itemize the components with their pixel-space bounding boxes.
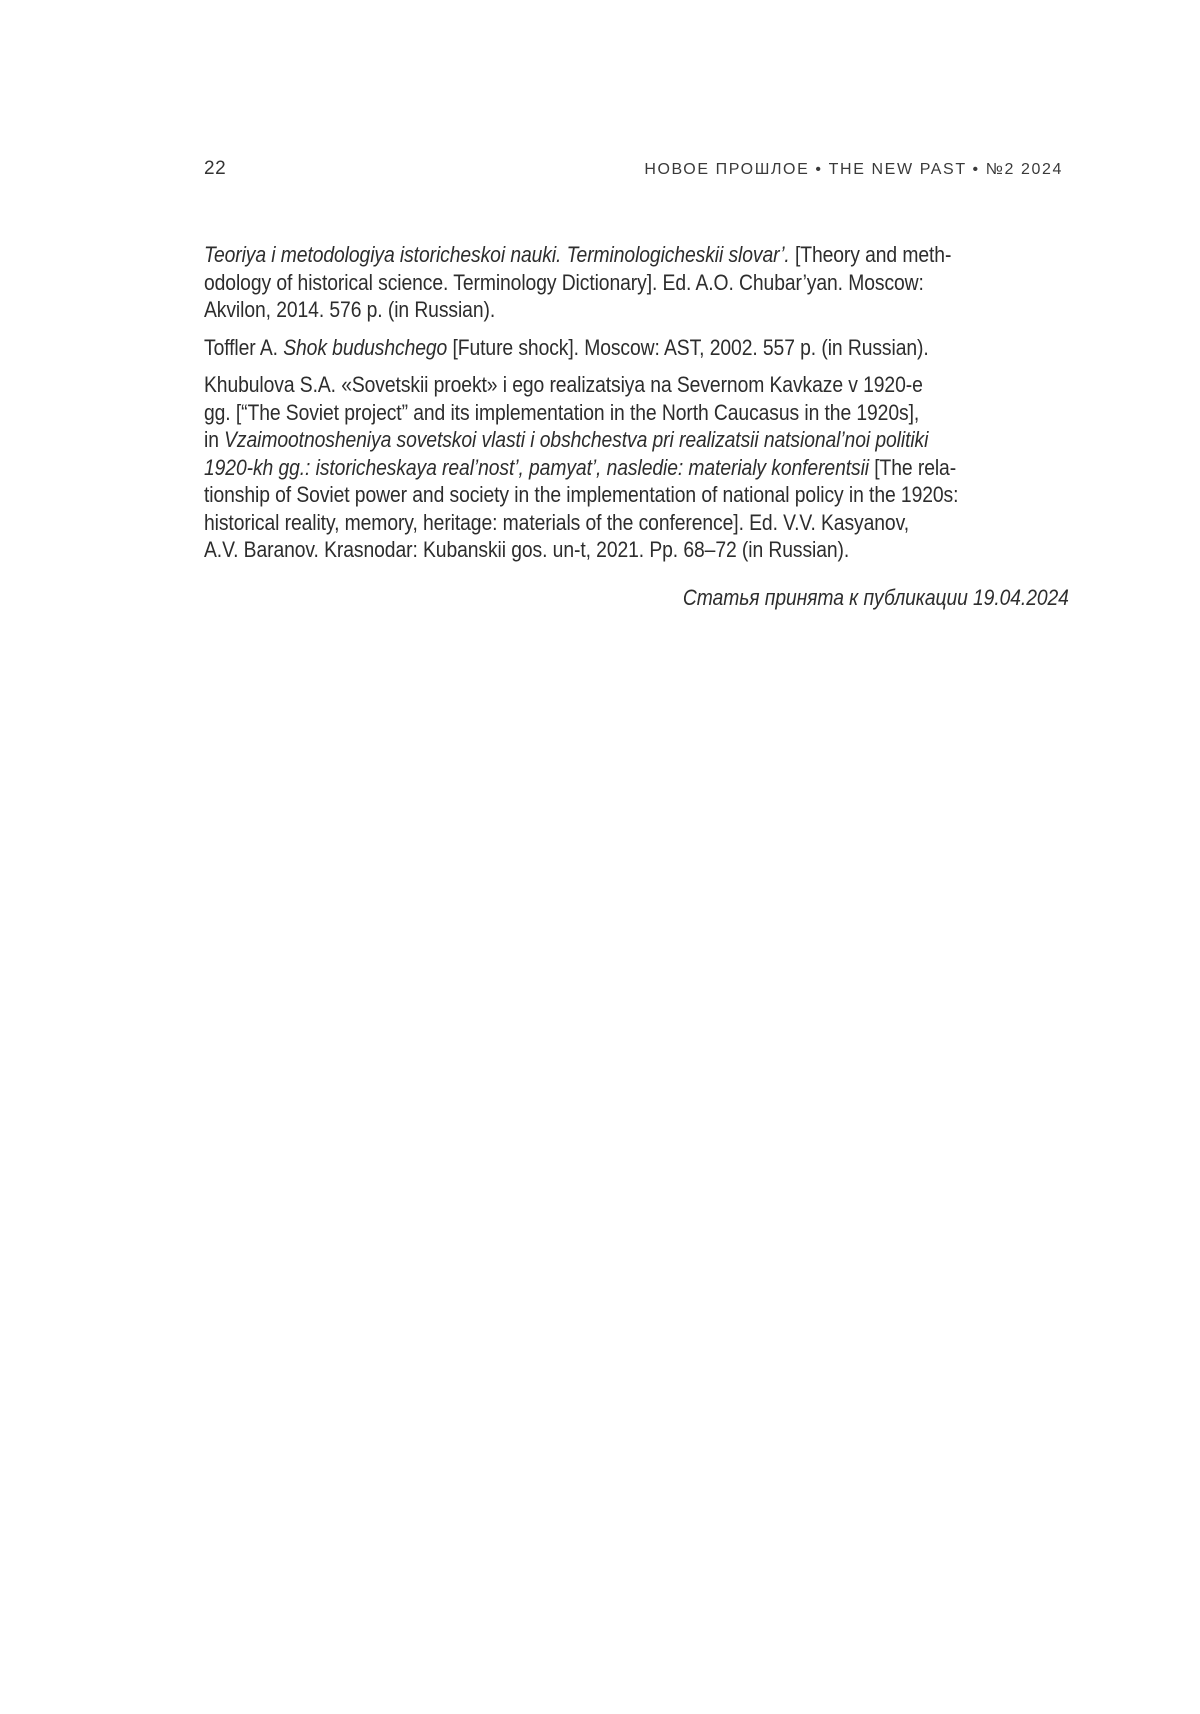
text-run: historical reality, memory, heritage: materials of the conference]. Ed. V.V. Kasyanov, [204, 509, 909, 535]
reference-line [204, 371, 1069, 399]
text-run: Toffler A. [204, 334, 284, 360]
text-run: A.V. Baranov. Krasnodar: Kubanskii gos. un-t, 2021. Pp. 68–72 (in Russian). [204, 537, 850, 562]
reference-line [204, 241, 1069, 269]
reference-line [204, 426, 1069, 454]
text-run: Shok budushchego [283, 334, 448, 360]
reference-entry [204, 334, 1069, 362]
reference-line [204, 481, 1069, 509]
text-run: [The rela- [874, 454, 957, 480]
reference-entry [204, 371, 1069, 564]
text-run: Akvilon, 2014. 576 p. (in Russian). [204, 297, 496, 322]
reference-line [204, 454, 1069, 482]
running-head-title: НОВОЕ ПРОШЛОЕ • THE NEW PAST • №2 2024 [644, 161, 1063, 178]
text-run: tionship of Soviet power and society in the implementation of national policy in the 1920s: [204, 482, 959, 507]
page-number: 22 [204, 158, 227, 179]
acceptance-note: Статья принята к публикации 19.04.2024 [682, 584, 1069, 610]
page-header [204, 158, 1063, 180]
text-run: [Future shock]. Moscow: AST, 2002. 557 p. (in Russian). [447, 334, 929, 360]
text-run: Vzaimootnosheniya sovetskoi vlasti i obshchestva pri realizatsii natsional’noi politiki [224, 427, 929, 452]
text-run: [Theory and meth- [789, 242, 952, 267]
text-run: 1920-kh gg.: istoricheskaya real’nost’, pamyat’, nasledie: materialy konferentsii [204, 454, 875, 480]
reference-line [204, 269, 1069, 297]
reference-line [204, 399, 1069, 427]
text-run: Teoriya i metodologiya istoricheskoi nauki. Terminologicheskii slovar’. [204, 242, 790, 267]
reference-line [204, 509, 1069, 537]
reference-line [204, 296, 1069, 324]
reference-line [204, 536, 1069, 564]
text-run: Khubulova S.A. «Sovetskii proekt» i ego realizatsiya na Severnom Kavkaze v 1920-e [204, 372, 923, 397]
references-section [204, 241, 1069, 611]
references-list [204, 241, 1069, 564]
text-run: in [204, 427, 225, 452]
reference-entry [204, 241, 1069, 324]
text-run: gg. [“The Soviet project” and its implementation in the North Caucasus in the 1920s], [204, 399, 920, 425]
reference-line [204, 334, 1069, 362]
text-run: odology of historical science. Terminology Dictionary]. Ed. A.O. Chubar’yan. Moscow: [204, 269, 924, 295]
